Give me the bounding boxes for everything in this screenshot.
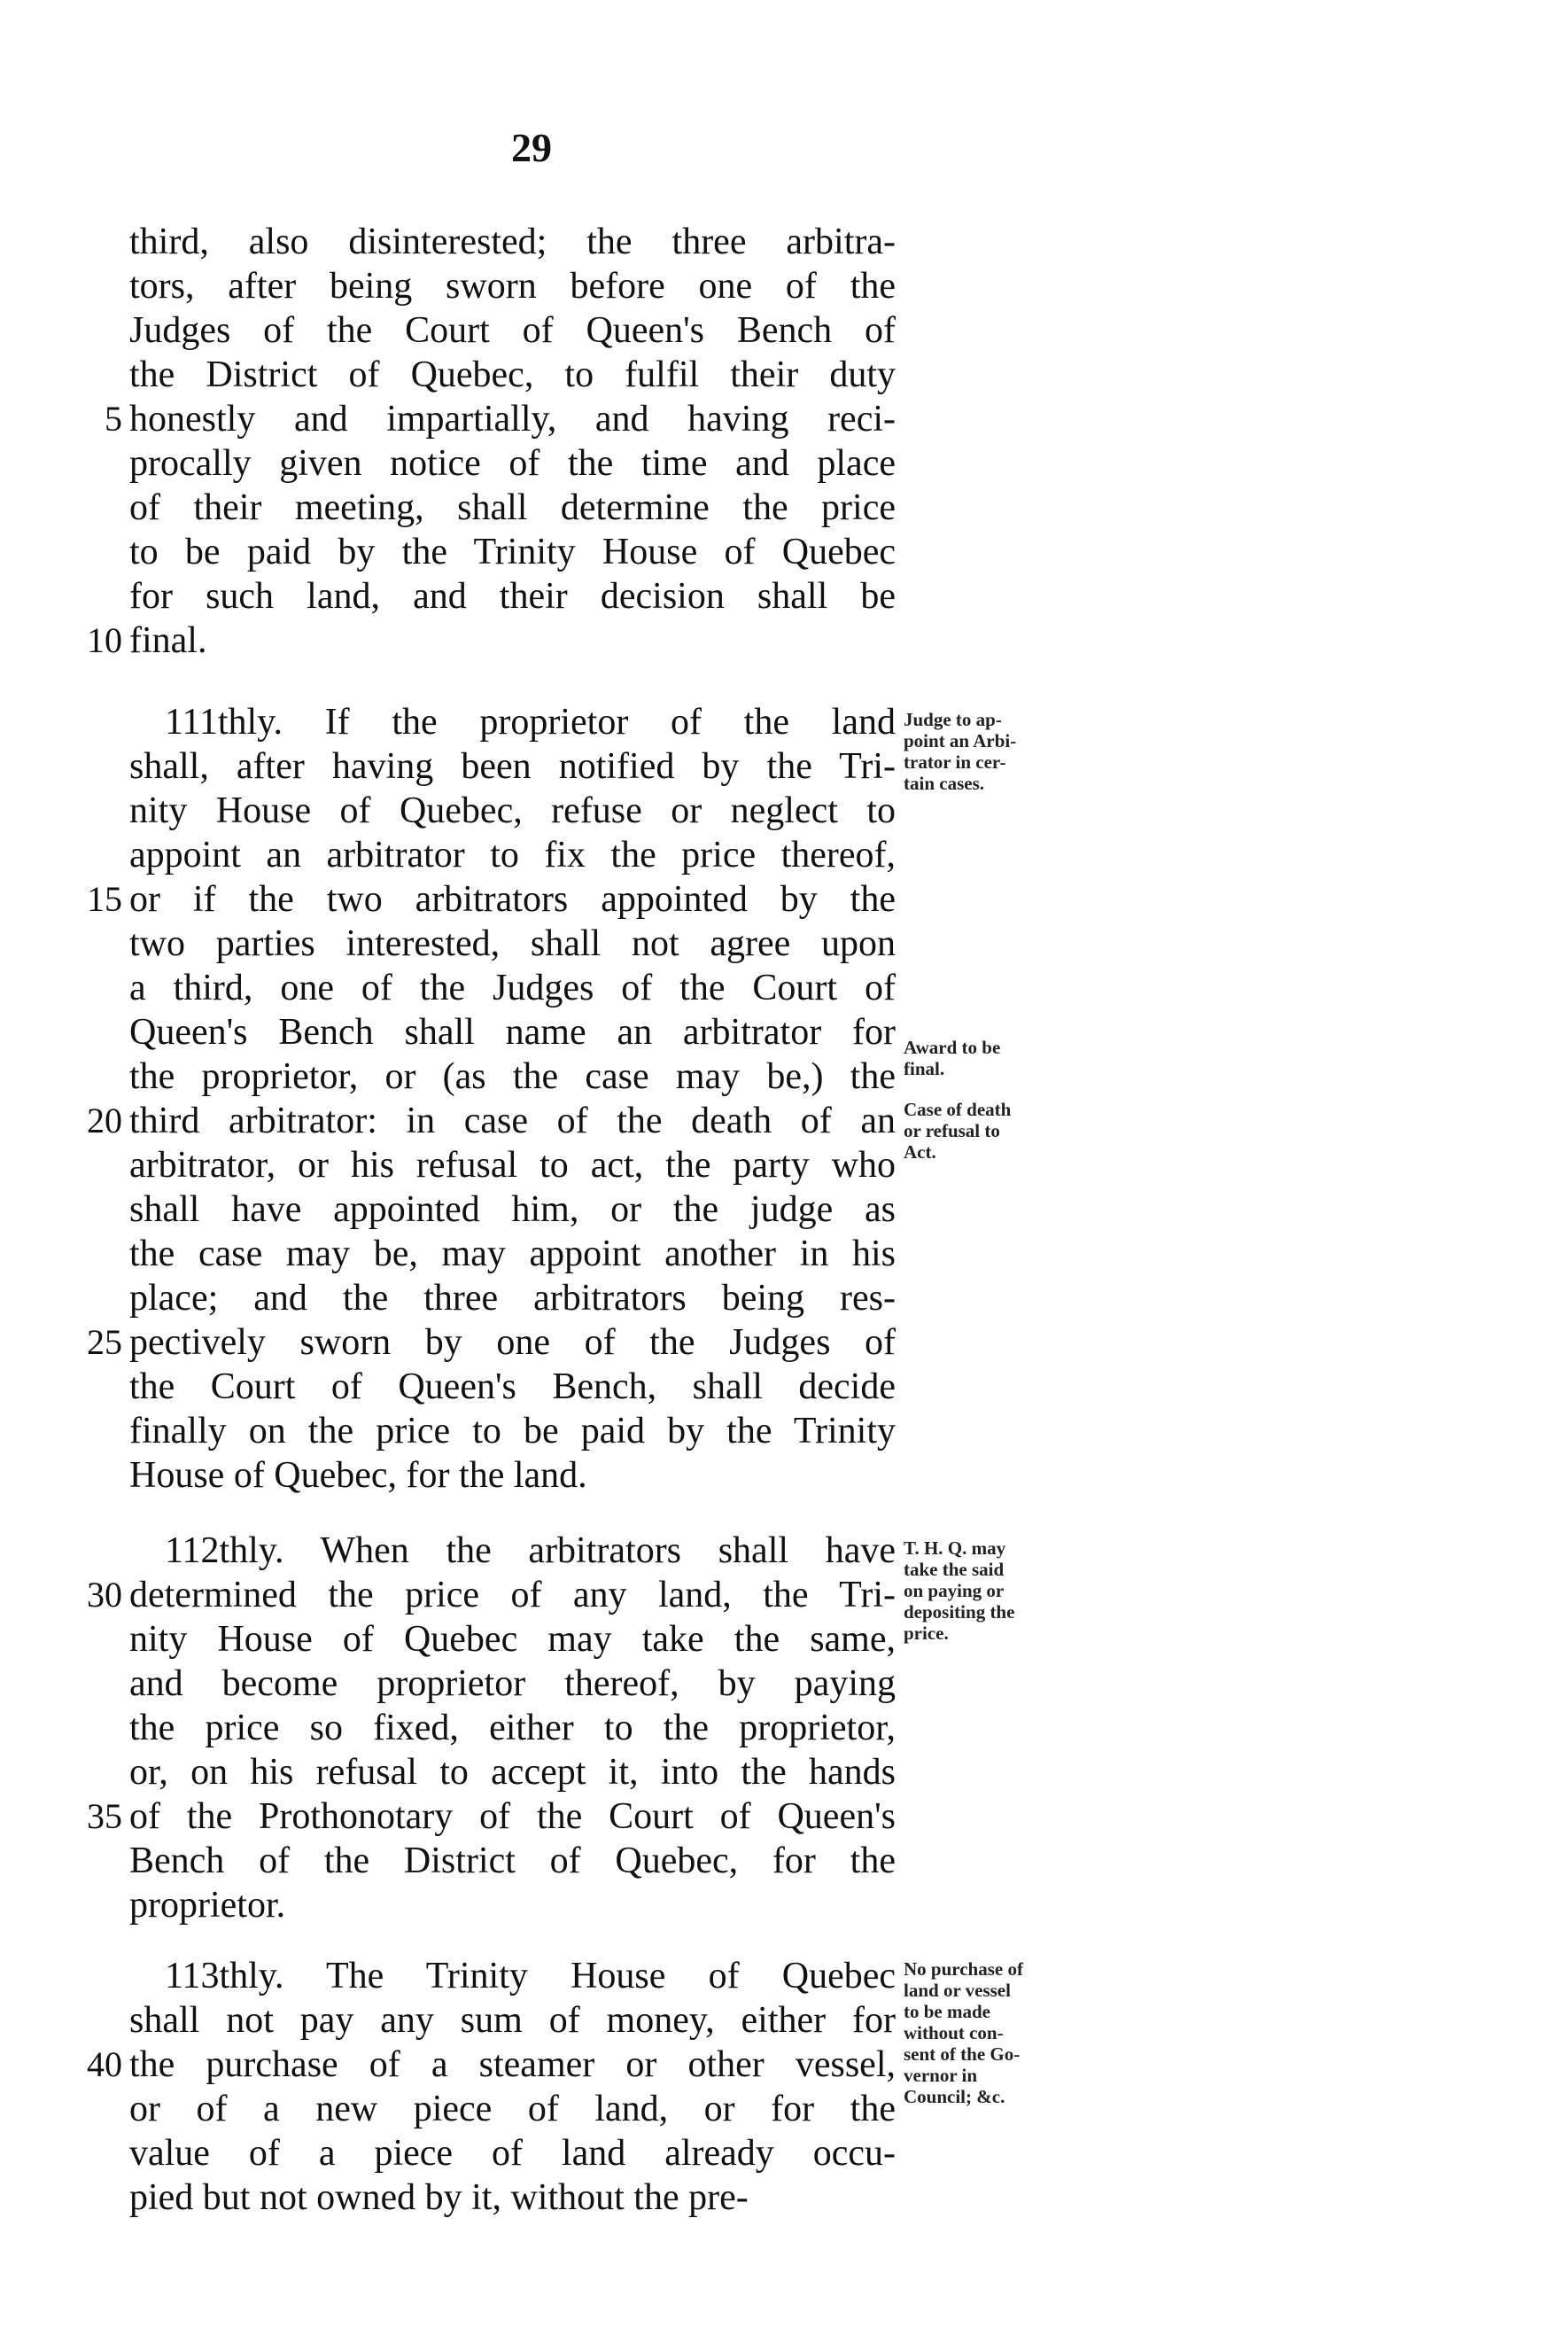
line-text: the price so fixed, either to the proprietor, bbox=[129, 1708, 896, 1748]
line-text: third, also disinterested; the three arbitra- bbox=[129, 222, 896, 262]
text-line bbox=[0, 2131, 1568, 2175]
line-text: third arbitrator: in case of the death of an bbox=[129, 1101, 896, 1141]
text-line bbox=[0, 1662, 1568, 1706]
line-text: House of Quebec, for the land. bbox=[129, 1455, 587, 1496]
line-text: pied but not owned by it, without the pre- bbox=[129, 2177, 749, 2218]
line-text: 113thly. The Trinity House of Quebec bbox=[165, 1956, 896, 1996]
text-line bbox=[0, 1010, 1568, 1055]
text-line bbox=[0, 1750, 1568, 1794]
text-line bbox=[0, 619, 1568, 663]
text-line bbox=[0, 2043, 1568, 2087]
text-line bbox=[0, 789, 1568, 833]
text-line bbox=[0, 530, 1568, 574]
line-text: of their meeting, shall determine the price bbox=[129, 487, 896, 528]
text-line bbox=[0, 1143, 1568, 1187]
paragraph-section-113 bbox=[0, 1954, 1568, 2220]
line-text: of the Prothonotary of the Court of Queen's bbox=[129, 1796, 896, 1837]
margin-note-death-refusal: Case of death or refusal to Act. bbox=[904, 1099, 1012, 1163]
text-line bbox=[0, 1794, 1568, 1839]
text-line bbox=[0, 1409, 1568, 1453]
line-text: or, on his refusal to accept it, into the hands bbox=[129, 1752, 896, 1793]
line-text: 112thly. When the arbitrators shall have bbox=[165, 1530, 896, 1571]
text-line bbox=[0, 1998, 1568, 2043]
text-line bbox=[0, 744, 1568, 789]
text-line bbox=[0, 833, 1568, 877]
text-line bbox=[0, 220, 1568, 264]
line-text: nity House of Quebec may take the same, bbox=[129, 1619, 896, 1660]
text-line bbox=[0, 1617, 1568, 1662]
line-text: shall have appointed him, or the judge as bbox=[129, 1189, 896, 1230]
margin-note-award-final: Award to be final. bbox=[904, 1037, 1001, 1079]
line-number: 30 bbox=[87, 1575, 122, 1615]
paragraph-section-112 bbox=[0, 1529, 1568, 1927]
line-text: nity House of Quebec, refuse or neglect to bbox=[129, 790, 896, 831]
line-text: to be paid by the Trinity House of Quebec bbox=[129, 532, 896, 572]
text-line bbox=[0, 308, 1568, 353]
text-line bbox=[0, 1276, 1568, 1320]
text-line bbox=[0, 1365, 1568, 1409]
text-line bbox=[0, 1320, 1568, 1365]
text-line bbox=[0, 574, 1568, 619]
line-text: finally on the price to be paid by the Trinity bbox=[129, 1411, 896, 1451]
line-text: procally given notice of the time and place bbox=[129, 443, 896, 484]
line-text: proprietor. bbox=[129, 1885, 286, 1926]
line-text: shall, after having been notified by the Tri- bbox=[129, 746, 896, 787]
text-line bbox=[0, 922, 1568, 966]
line-text: appoint an arbitrator to fix the price thereof, bbox=[129, 835, 896, 876]
line-text: the District of Quebec, to fulfil their duty bbox=[129, 354, 896, 395]
line-number: 20 bbox=[87, 1101, 122, 1140]
line-text: arbitrator, or his refusal to act, the party who bbox=[129, 1145, 896, 1186]
line-text: place; and the three arbitrators being res- bbox=[129, 1278, 896, 1319]
text-line bbox=[0, 1954, 1568, 1998]
line-text: two parties interested, shall not agree upon bbox=[129, 923, 896, 964]
line-text: honestly and impartially, and having reci- bbox=[129, 399, 896, 440]
page-number: 29 bbox=[511, 125, 552, 170]
text-line bbox=[0, 700, 1568, 744]
line-text: a third, one of the Judges of the Court of bbox=[129, 968, 896, 1008]
text-line bbox=[0, 264, 1568, 308]
line-text: or of a new piece of land, or for the bbox=[129, 2089, 896, 2129]
line-text: the Court of Queen's Bench, shall decide bbox=[129, 1366, 896, 1407]
text-line bbox=[0, 1055, 1568, 1099]
text-line bbox=[0, 486, 1568, 530]
line-text: the case may be, may appoint another in his bbox=[129, 1234, 896, 1274]
text-line bbox=[0, 441, 1568, 486]
line-text: and become proprietor thereof, by paying bbox=[129, 1663, 896, 1704]
line-text: for such land, and their decision shall be bbox=[129, 576, 896, 617]
text-line bbox=[0, 1573, 1568, 1617]
line-text: final. bbox=[129, 620, 207, 661]
line-text: or if the two arbitrators appointed by the bbox=[129, 879, 896, 920]
line-number: 35 bbox=[87, 1796, 122, 1836]
line-text: value of a piece of land already occu- bbox=[129, 2133, 896, 2174]
margin-note-thq-take-land: T. H. Q. may take the said on paying or depositing the price. bbox=[904, 1537, 1015, 1644]
paragraph-section-111 bbox=[0, 700, 1568, 1498]
line-text: shall not pay any sum of money, either for bbox=[129, 2000, 896, 2041]
line-text: the purchase of a steamer or other vessel, bbox=[129, 2044, 896, 2085]
margin-note-no-purchase: No purchase of land or vessel to be made without con- sent of the Go- vernor in Council; &c. bbox=[904, 1958, 1023, 2107]
text-line bbox=[0, 1187, 1568, 1232]
text-line bbox=[0, 1232, 1568, 1276]
text-line bbox=[0, 1099, 1568, 1143]
line-number: 40 bbox=[87, 2044, 122, 2084]
line-text: Judges of the Court of Queen's Bench of bbox=[129, 310, 896, 351]
line-text: Queen's Bench shall name an arbitrator for bbox=[129, 1012, 896, 1053]
line-number: 10 bbox=[87, 620, 122, 660]
line-number: 5 bbox=[105, 399, 122, 439]
line-text: 111thly. If the proprietor of the land bbox=[165, 702, 896, 743]
text-line bbox=[0, 877, 1568, 922]
text-line bbox=[0, 1529, 1568, 1573]
text-line bbox=[0, 2175, 1568, 2220]
line-text: pectively sworn by one of the Judges of bbox=[129, 1322, 896, 1363]
line-number: 25 bbox=[87, 1322, 122, 1362]
line-text: Bench of the District of Quebec, for the bbox=[129, 1841, 896, 1881]
text-line bbox=[0, 2087, 1568, 2131]
text-line bbox=[0, 966, 1568, 1010]
line-number: 15 bbox=[87, 879, 122, 919]
line-text: determined the price of any land, the Tri- bbox=[129, 1575, 896, 1615]
text-line bbox=[0, 1839, 1568, 1883]
line-text: tors, after being sworn before one of the bbox=[129, 266, 896, 307]
text-line bbox=[0, 353, 1568, 397]
text-line bbox=[0, 1453, 1568, 1498]
text-line bbox=[0, 1883, 1568, 1927]
paragraph-continuation bbox=[0, 220, 1568, 663]
text-line bbox=[0, 397, 1568, 441]
margin-note-judge-appoint: Judge to ap- point an Arbi- trator in cer- tain cases. bbox=[904, 709, 1017, 794]
text-line bbox=[0, 1706, 1568, 1750]
line-text: the proprietor, or (as the case may be,) the bbox=[129, 1056, 896, 1097]
